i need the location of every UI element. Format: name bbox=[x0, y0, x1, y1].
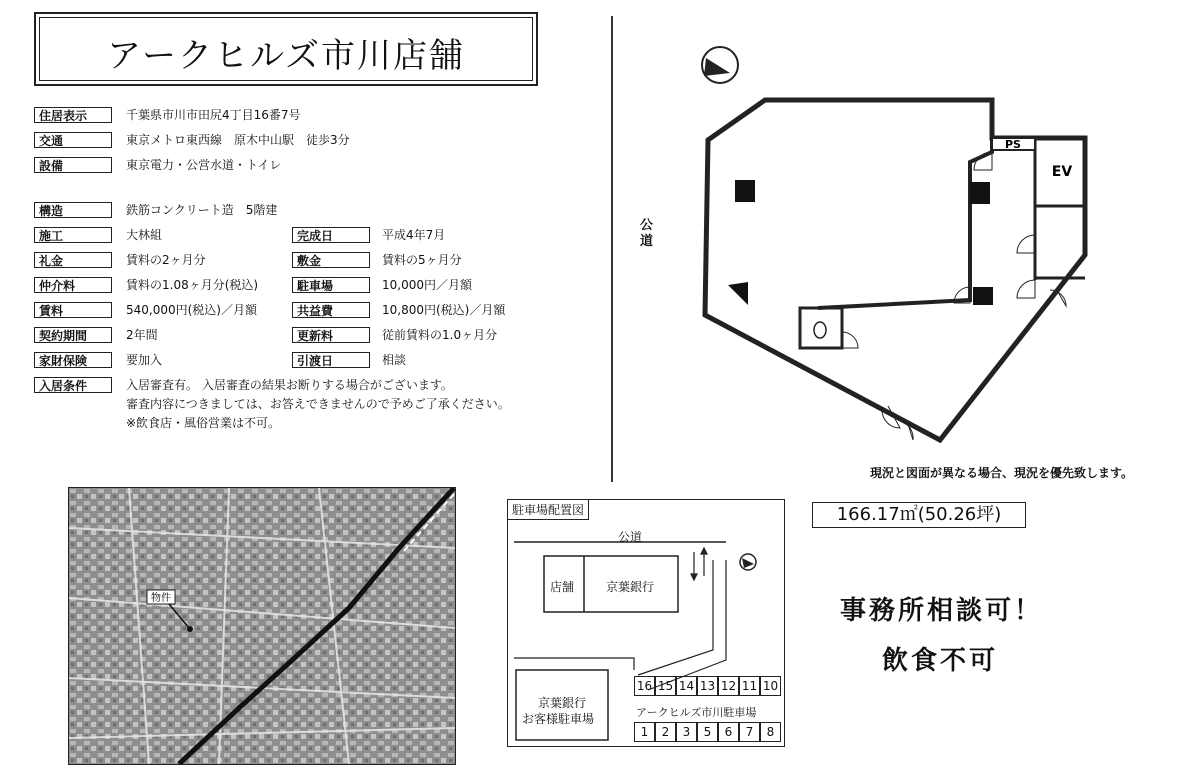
promo-office-ok: 事務所相談可！ bbox=[840, 596, 1044, 626]
value-conditions-line-3: ※飲食店・風俗営業は不可。 bbox=[126, 416, 281, 430]
parking-slot: 14 bbox=[676, 676, 697, 696]
parking-slot: 7 bbox=[739, 722, 760, 742]
value-address: 千葉県市川市田尻4丁目16番7号 bbox=[126, 108, 301, 122]
value-rent: 540,000円(税込)／月額 bbox=[126, 303, 257, 317]
parking-road-label: 公道 bbox=[618, 530, 643, 544]
parking-slot: 10 bbox=[760, 676, 781, 696]
area-box: 166.17㎡(50.26坪) bbox=[812, 502, 1026, 528]
parking-slot: 16 bbox=[634, 676, 655, 696]
road-label: 公道 bbox=[640, 218, 654, 249]
parking-title: 駐車場配置図 bbox=[508, 500, 589, 520]
value-completed: 平成4年7月 bbox=[382, 228, 446, 242]
parking-slot: 3 bbox=[676, 722, 697, 742]
store-label: 店舗 bbox=[550, 580, 575, 594]
label-address: 住居表示 bbox=[34, 107, 112, 123]
label-key-money: 礼金 bbox=[34, 252, 112, 268]
value-key-money: 賃料の2ヶ月分 bbox=[126, 253, 206, 267]
column bbox=[970, 182, 990, 204]
north-arrow-icon bbox=[740, 554, 756, 570]
page-title: アークヒルズ市川店舗 bbox=[107, 36, 465, 76]
label-deposit: 敷金 bbox=[292, 252, 370, 268]
floor-plan bbox=[620, 10, 1180, 460]
disclaimer-note: 現況と図面が異なる場合、現況を優先致します。 bbox=[870, 466, 1134, 480]
value-contract-term: 2年間 bbox=[126, 328, 158, 342]
value-conditions-line-1: 入居審査有。 入居審査の結果お断りする場合がございます。 bbox=[126, 378, 453, 392]
traffic-arrow-icon bbox=[691, 548, 707, 580]
parking-slot: 8 bbox=[760, 722, 781, 742]
title-box bbox=[34, 12, 538, 86]
label-contract-term: 契約期間 bbox=[34, 327, 112, 343]
promo-no-food: 飲食不可 bbox=[882, 646, 999, 676]
divider-line bbox=[611, 16, 613, 482]
area-map bbox=[68, 487, 456, 765]
value-parking-fee: 10,000円／月額 bbox=[382, 278, 472, 292]
value-transit: 東京メトロ東西線 原木中山駅 徒歩3分 bbox=[126, 133, 350, 147]
label-completed: 完成日 bbox=[292, 227, 370, 243]
parking-slot: 2 bbox=[655, 722, 676, 742]
value-renewal-fee: 従前賃料の1.0ヶ月分 bbox=[382, 328, 498, 342]
parking-slot: 15 bbox=[655, 676, 676, 696]
label-builder: 施工 bbox=[34, 227, 112, 243]
label-handover: 引渡日 bbox=[292, 352, 370, 368]
label-brokerage: 仲介料 bbox=[34, 277, 112, 293]
label-insurance: 家財保険 bbox=[34, 352, 112, 368]
parking-slot: 1 bbox=[634, 722, 655, 742]
bank-label: 京葉銀行 bbox=[606, 580, 655, 594]
map-image bbox=[69, 488, 455, 764]
parking-slot: 11 bbox=[739, 676, 760, 696]
value-builder: 大林組 bbox=[126, 228, 163, 242]
value-handover: 相談 bbox=[382, 353, 407, 367]
parking-slot: 6 bbox=[718, 722, 739, 742]
value-conditions-line-2: 審査内容につきましては、お答えできませんので予めご了承ください。 bbox=[126, 397, 510, 411]
label-facilities: 設備 bbox=[34, 157, 112, 173]
label-conditions: 入居条件 bbox=[34, 377, 112, 393]
bank-parking-label-2: お客様駐車場 bbox=[522, 712, 595, 726]
ps-label: PS bbox=[1005, 138, 1021, 151]
value-structure: 鉄筋コンクリート造 5階建 bbox=[126, 203, 278, 217]
value-facilities: 東京電力・公営水道・トイレ bbox=[126, 158, 282, 172]
ev-label: EV bbox=[1051, 164, 1073, 180]
value-deposit: 賃料の5ヶ月分 bbox=[382, 253, 462, 267]
label-renewal-fee: 更新料 bbox=[292, 327, 370, 343]
value-common-fee: 10,800円(税込)／月額 bbox=[382, 303, 506, 317]
value-insurance: 要加入 bbox=[126, 353, 163, 367]
column bbox=[735, 180, 755, 202]
label-transit: 交通 bbox=[34, 132, 112, 148]
bank-parking-label-1: 京葉銀行 bbox=[538, 696, 587, 710]
label-common-fee: 共益費 bbox=[292, 302, 370, 318]
value-brokerage: 賃料の1.08ヶ月分(税込) bbox=[126, 278, 259, 292]
label-structure: 構造 bbox=[34, 202, 112, 218]
label-parking-fee: 駐車場 bbox=[292, 277, 370, 293]
parking-slot: 13 bbox=[697, 676, 718, 696]
parking-slot: 12 bbox=[718, 676, 739, 696]
map-property-label: 物件 bbox=[151, 593, 171, 604]
label-rent: 賃料 bbox=[34, 302, 112, 318]
parking-layout bbox=[507, 499, 785, 747]
parking-slot: 5 bbox=[697, 722, 718, 742]
column bbox=[973, 287, 993, 305]
lot-label: アークヒルズ市川駐車場 bbox=[636, 706, 757, 719]
north-arrow-icon bbox=[702, 47, 738, 83]
